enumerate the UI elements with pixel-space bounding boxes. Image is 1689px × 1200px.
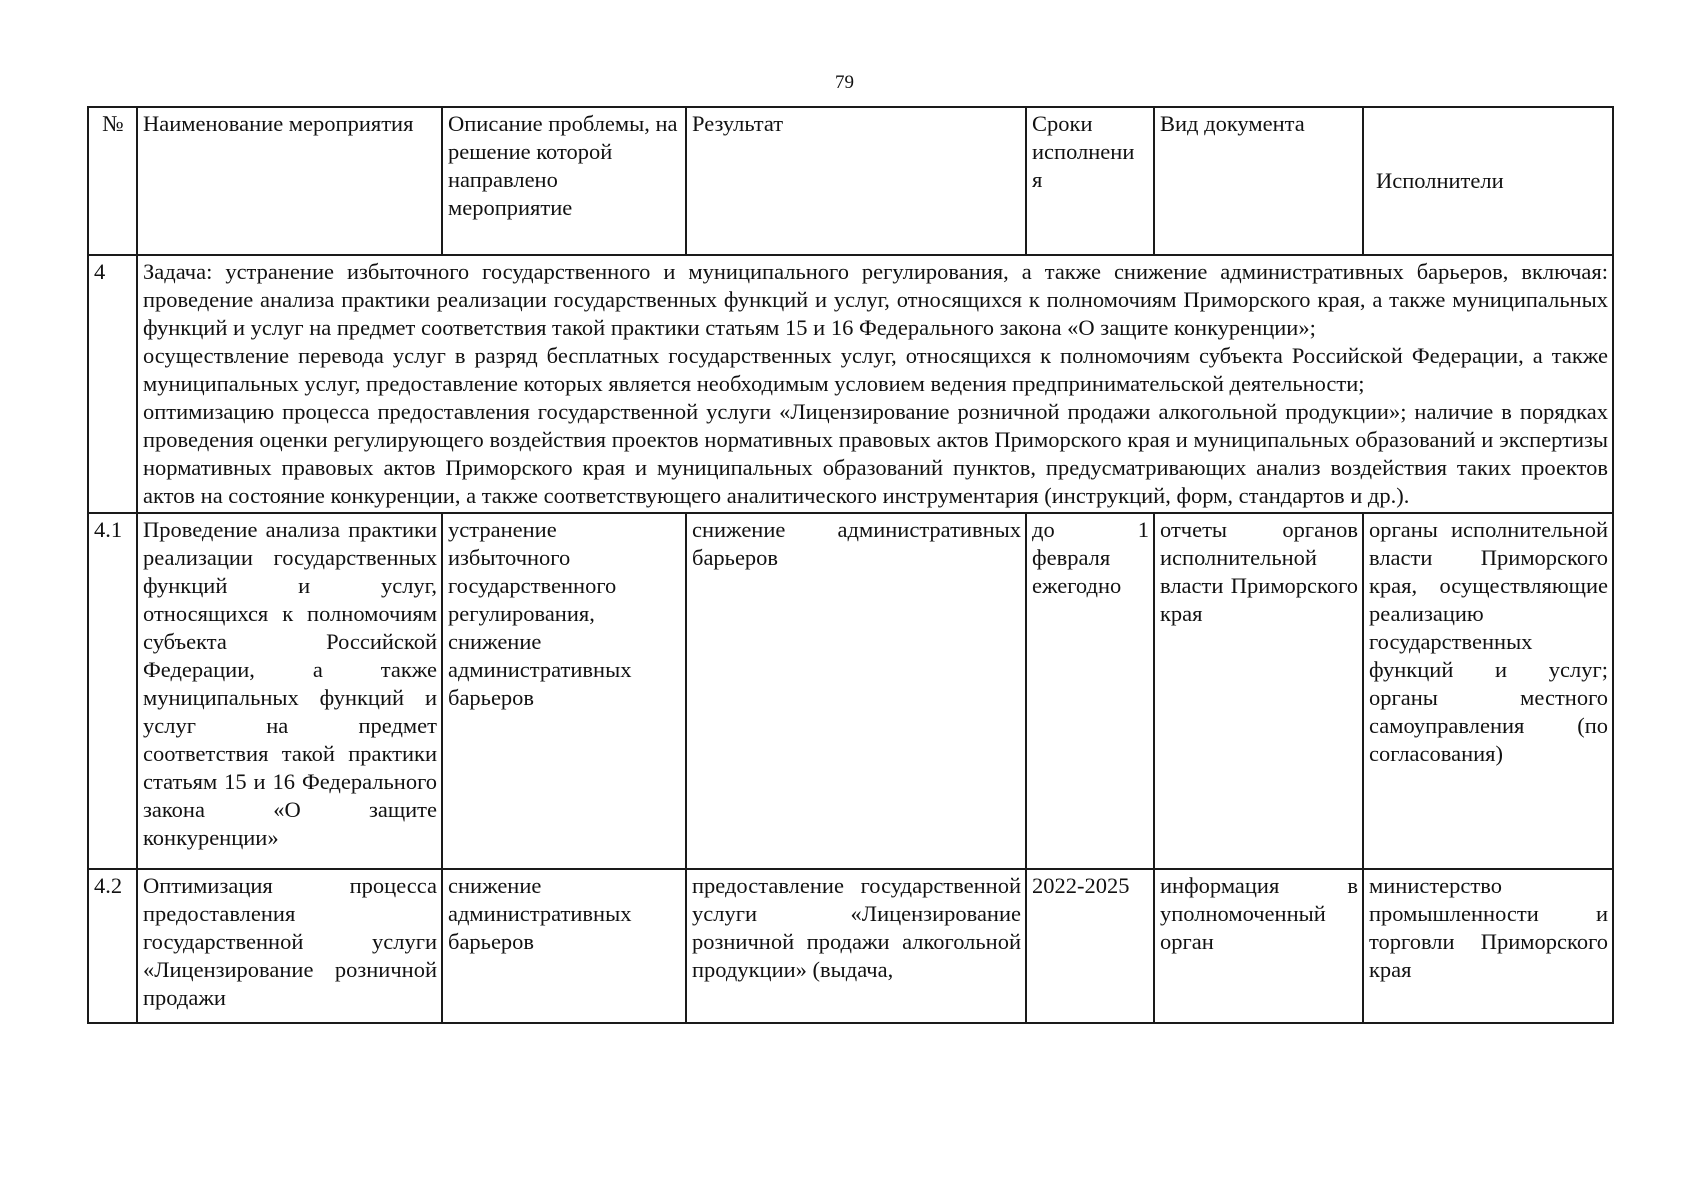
row-problem: устранение избыточного государственного регулирования, снижение административных барьеров bbox=[442, 513, 686, 869]
task-paragraph: оптимизацию процесса предоставления государственной услуги «Лицензирование розничной продажи алкогольной продукции»; наличие в порядках проведения оценки регулирующего воздействия проектов нормативных правовых актов Приморского края и муниципальных образований и экспертизы нормативных правовых актов Приморского края и муниципальных образований пунктов, предусматривающих анализ воздействия таких проектов актов на состояние конкуренции, а также соответствующего аналитического инструментария (инструкций, форм, стандартов и др.). bbox=[143, 399, 1608, 508]
row-doc-type: информация в уполномоченный орган bbox=[1154, 869, 1363, 1023]
row-deadline: до 1 февраля ежегодно bbox=[1026, 513, 1154, 869]
row-deadline: 2022-2025 bbox=[1026, 869, 1154, 1023]
task-paragraph: осуществление перевода услуг в разряд бесплатных государственных услуг, относящихся к полномочиям субъекта Российской Федерации, а также муниципальных услуг, предоставление которых является необходимым условием ведения предпринимательской деятельности; bbox=[143, 343, 1608, 396]
row-name: Оптимизация процесса предоставления государственной услуги «Лицензирование розничной продажи bbox=[137, 869, 442, 1023]
row-executors: министерство промышленности и торговли Приморского края bbox=[1363, 869, 1613, 1023]
header-result: Результат bbox=[686, 107, 1026, 255]
row-problem: снижение административных барьеров bbox=[442, 869, 686, 1023]
measures-table bbox=[87, 106, 1614, 1024]
header-problem: Описание проблемы, на решение которой направлено мероприятие bbox=[442, 107, 686, 255]
table-row bbox=[88, 513, 1613, 869]
row-num: 4.1 bbox=[88, 513, 137, 869]
row-doc-type: отчеты органов исполнительной власти Приморского края bbox=[1154, 513, 1363, 869]
row-result: предоставление государственной услуги «Лицензирование розничной продажи алкогольной продукции» (выдача, bbox=[686, 869, 1026, 1023]
header-executors: Исполнители bbox=[1363, 107, 1613, 255]
header-name: Наименование мероприятия bbox=[137, 107, 442, 255]
row-num: 4.2 bbox=[88, 869, 137, 1023]
row-executors: органы исполнительной власти Приморского края, осуществляющие реализацию государственных функций и услуг; органы местного самоуправления (по согласования) bbox=[1363, 513, 1613, 869]
row-result: снижение административных барьеров bbox=[686, 513, 1026, 869]
table-header-row bbox=[88, 107, 1613, 255]
page-number: 79 bbox=[835, 72, 854, 93]
task-paragraph: Задача: устранение избыточного государственного и муниципального регулирования, а также снижение административных барьеров, включая: проведение анализа практики реализации государственных функций и услуг, относящихся к полномочиям Приморского края, а также муниципальных функций и услуг на предмет соответствия такой практики статьям 15 и 16 Федерального закона «О защите конкуренции»; bbox=[143, 259, 1608, 340]
header-doc-type: Вид документа bbox=[1154, 107, 1363, 255]
task-row bbox=[88, 255, 1613, 513]
table-row bbox=[88, 869, 1613, 1023]
task-num: 4 bbox=[88, 255, 137, 513]
header-num: № bbox=[88, 107, 137, 255]
row-name: Проведение анализа практики реализации государственных функций и услуг, относящихся к полномочиям субъекта Российской Федерации, а также муниципальных функций и услуг на предмет соответствия такой практики статьям 15 и 16 Федерального закона «О защите конкуренции» bbox=[137, 513, 442, 869]
task-description bbox=[137, 255, 1613, 513]
header-deadline: Сроки исполнени я bbox=[1026, 107, 1154, 255]
